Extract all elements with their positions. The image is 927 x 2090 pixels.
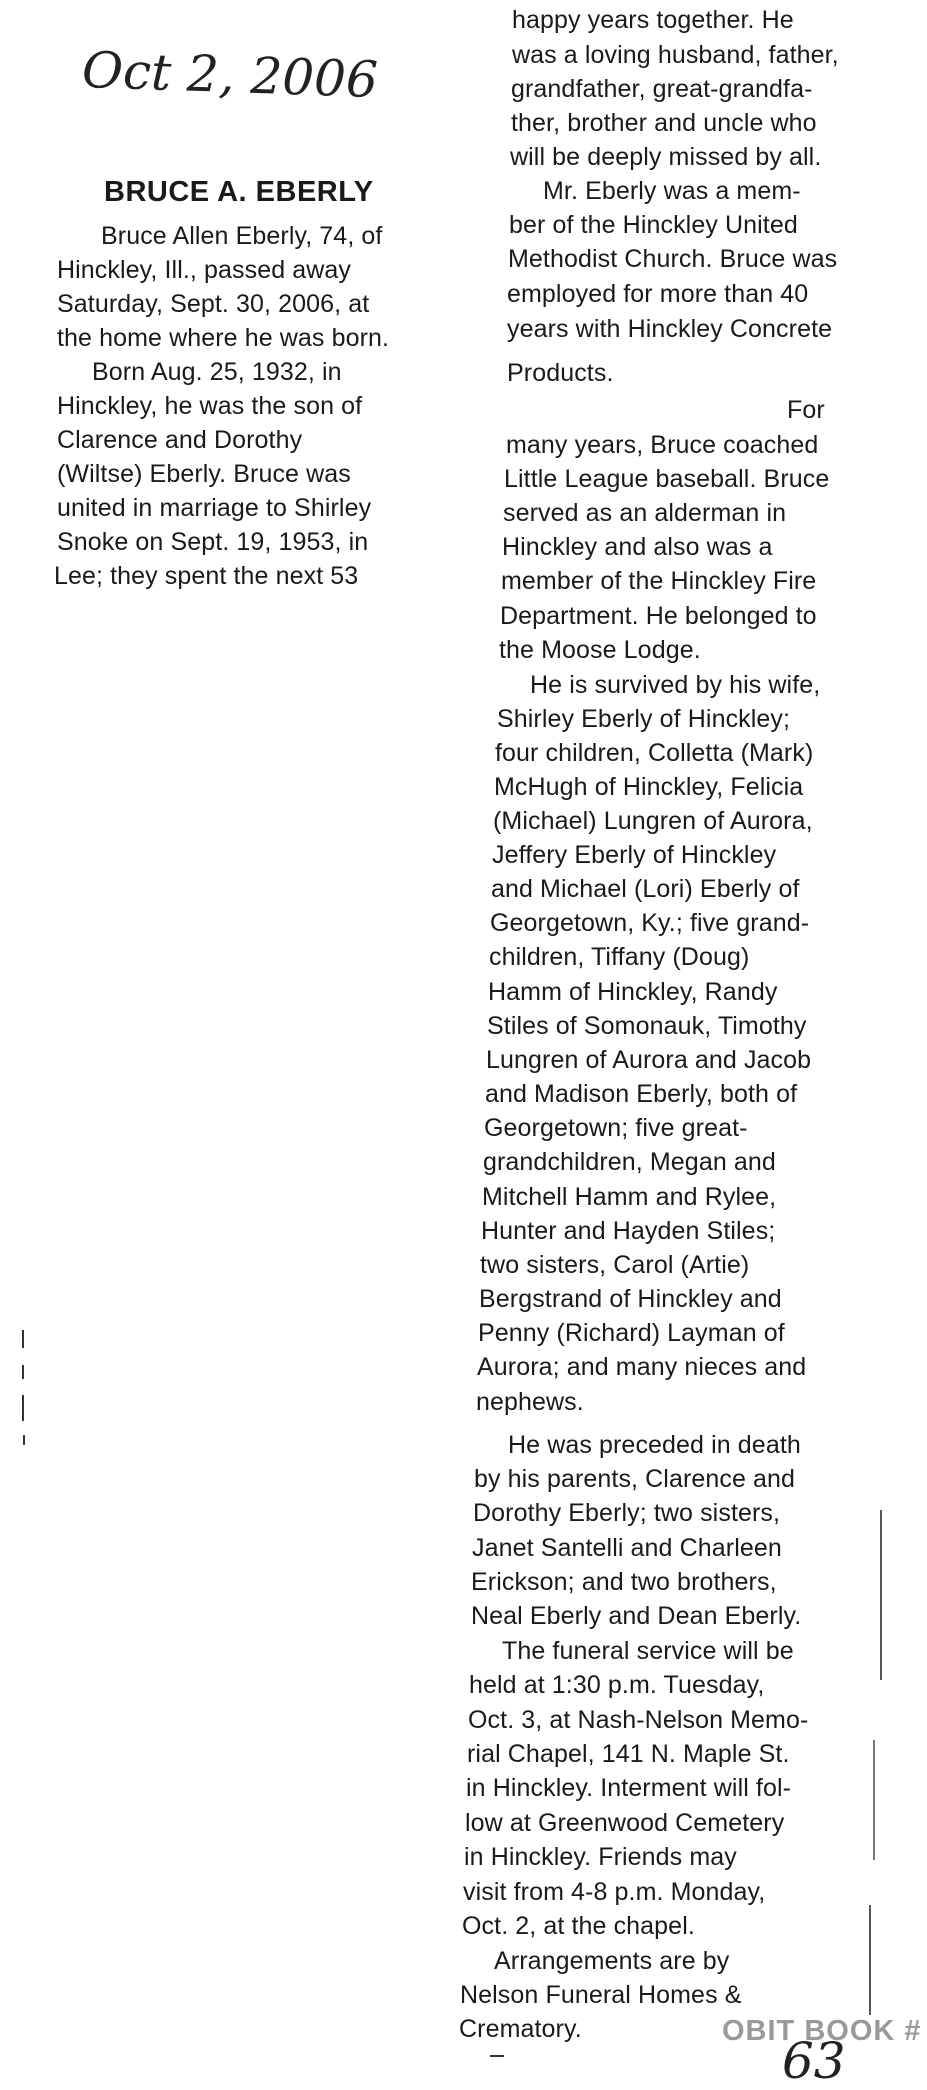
- handwritten-date: Oct 2, 2006: [81, 40, 379, 110]
- right-line: Mr. Eberly was a mem-: [543, 177, 801, 205]
- right-line: He is survived by his wife,: [530, 671, 821, 699]
- right-line: member of the Hinckley Fire: [501, 567, 817, 595]
- left-line: Hinckley, he was the son of: [57, 392, 363, 420]
- obit-book-stamp: OBIT BOOK #: [722, 2015, 922, 2047]
- right-line: Bergstrand of Hinckley and: [479, 1285, 782, 1313]
- left-line: Hinckley, Ill., passed away: [57, 256, 352, 284]
- right-line: and Madison Eberly, both of: [485, 1080, 798, 1108]
- right-line: Nelson Funeral Homes &: [460, 1981, 742, 2009]
- right-line: will be deeply missed by all.: [510, 143, 822, 171]
- right-line: grandchildren, Megan and: [483, 1148, 776, 1176]
- scan-edge-mark: [22, 1330, 24, 1348]
- right-line: Janet Santelli and Charleen: [472, 1534, 782, 1562]
- right-line: and Michael (Lori) Eberly of: [491, 875, 800, 903]
- right-line: Neal Eberly and Dean Eberly.: [471, 1602, 802, 1630]
- right-line: Georgetown; five great-: [484, 1114, 748, 1142]
- left-line: Snoke on Sept. 19, 1953, in: [57, 528, 369, 556]
- right-line: He was preceded in death: [508, 1431, 801, 1459]
- scan-edge-mark: [873, 1740, 875, 1860]
- right-line: employed for more than 40: [507, 280, 809, 308]
- scan-edge-mark: [880, 1510, 882, 1680]
- right-line: (Michael) Lungren of Aurora,: [493, 807, 813, 835]
- left-line: Saturday, Sept. 30, 2006, at: [57, 290, 370, 318]
- left-line: Clarence and Dorothy: [57, 426, 303, 454]
- right-line: Little League baseball. Bruce: [504, 465, 830, 493]
- right-line: Products.: [507, 359, 614, 387]
- right-line: nephews.: [476, 1388, 584, 1416]
- right-line: The funeral service will be: [502, 1637, 794, 1665]
- right-line: ther, brother and uncle who: [511, 109, 817, 137]
- obituary-headline: BRUCE A. EBERLY: [104, 176, 374, 208]
- right-line: Methodist Church. Bruce was: [508, 245, 838, 273]
- right-line: Jeffery Eberly of Hinckley: [492, 841, 777, 869]
- handwritten-page-number: 63: [782, 2032, 846, 2090]
- scan-edge-mark: [23, 1435, 25, 1445]
- left-line: Bruce Allen Eberly, 74, of: [101, 222, 383, 250]
- right-line: Lungren of Aurora and Jacob: [486, 1046, 812, 1074]
- right-line: Hinckley and also was a: [502, 533, 773, 561]
- right-line: Crematory.: [459, 2015, 582, 2043]
- right-line: Oct. 3, at Nash-Nelson Memo-: [468, 1706, 809, 1734]
- right-line: happy years together. He: [512, 6, 794, 34]
- left-line: (Wiltse) Eberly. Bruce was: [57, 460, 351, 488]
- right-line: Penny (Richard) Layman of: [478, 1319, 785, 1347]
- right-line: children, Tiffany (Doug): [489, 943, 750, 971]
- right-line: four children, Colletta (Mark): [495, 739, 814, 767]
- right-line: Arrangements are by: [494, 1947, 730, 1975]
- right-line: the Moose Lodge.: [499, 636, 701, 664]
- left-line: united in marriage to Shirley: [57, 494, 372, 522]
- right-line: For: [787, 396, 825, 424]
- right-line: in Hinckley. Interment will fol-: [466, 1774, 792, 1802]
- right-line: served as an alderman in: [503, 499, 787, 527]
- right-line: held at 1:30 p.m. Tuesday,: [469, 1671, 765, 1699]
- right-line: was a loving husband, father,: [512, 41, 839, 69]
- right-line: Shirley Eberly of Hinckley;: [497, 705, 791, 733]
- right-line: by his parents, Clarence and: [474, 1465, 796, 1493]
- scan-edge-mark: [22, 1395, 24, 1421]
- right-line: grandfather, great-grandfa-: [511, 75, 813, 103]
- right-line: Dorothy Eberly; two sisters,: [473, 1499, 781, 1527]
- right-line: rial Chapel, 141 N. Maple St.: [467, 1740, 790, 1768]
- right-line: in Hinckley. Friends may: [464, 1843, 737, 1871]
- right-line: ber of the Hinckley United: [509, 211, 798, 239]
- right-line: low at Greenwood Cemetery: [465, 1809, 785, 1837]
- right-line: Stiles of Somonauk, Timothy: [487, 1012, 807, 1040]
- right-line: McHugh of Hinckley, Felicia: [494, 773, 804, 801]
- right-line: two sisters, Carol (Artie): [480, 1251, 750, 1279]
- right-line: visit from 4-8 p.m. Monday,: [463, 1878, 766, 1906]
- left-line: Born Aug. 25, 1932, in: [92, 358, 342, 386]
- scan-edge-mark: [869, 1905, 871, 2015]
- right-line: many years, Bruce coached: [506, 431, 819, 459]
- right-line: Aurora; and many nieces and: [477, 1353, 807, 1381]
- right-line: Mitchell Hamm and Rylee,: [482, 1183, 777, 1211]
- left-line: the home where he was born.: [57, 324, 390, 352]
- right-line: Georgetown, Ky.; five grand-: [490, 909, 810, 937]
- right-line: Erickson; and two brothers,: [471, 1568, 777, 1596]
- right-line: Oct. 2, at the chapel.: [462, 1912, 695, 1940]
- scan-edge-mark: [22, 1365, 24, 1379]
- left-line: Lee; they spent the next 53: [54, 562, 359, 590]
- scan-edge-mark: [490, 2055, 504, 2057]
- right-line: Department. He belonged to: [500, 602, 817, 630]
- right-line: Hamm of Hinckley, Randy: [488, 978, 778, 1006]
- right-line: years with Hinckley Concrete: [507, 315, 833, 343]
- right-line: Hunter and Hayden Stiles;: [481, 1217, 776, 1245]
